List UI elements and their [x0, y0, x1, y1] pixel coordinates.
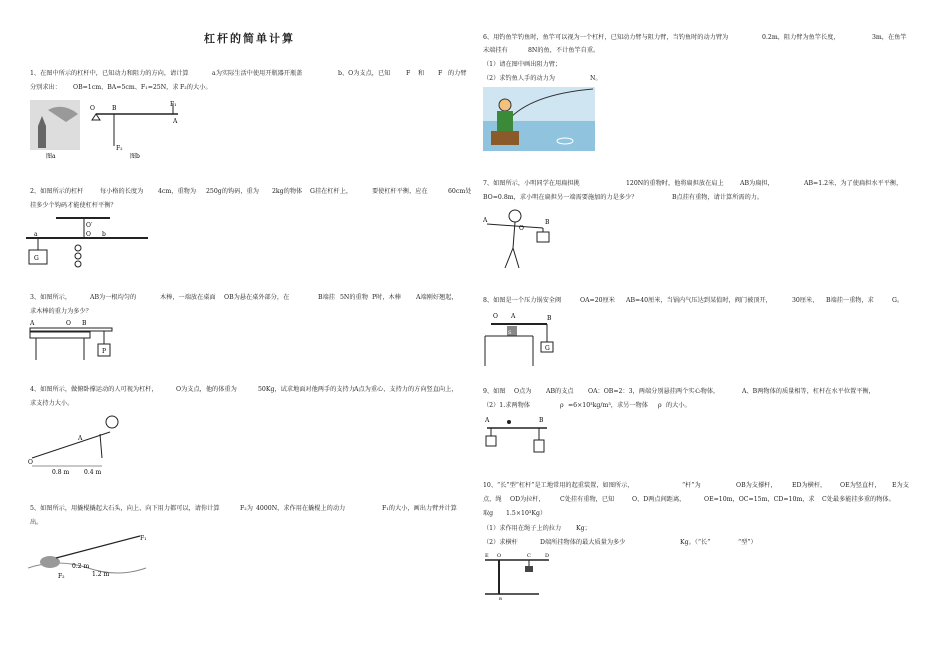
q9-figure — [483, 414, 555, 456]
q5-figure — [28, 528, 152, 580]
q10-line5-part2: D端所挂物体的最大质量为多少 — [540, 539, 626, 546]
q10-line5-part1: （2）求横杆 — [483, 539, 518, 546]
label-a: A — [485, 417, 490, 424]
q2-line1-part5: 2kg的物体 — [272, 188, 303, 195]
q3-line2: 求木棒的重力为多少？ — [30, 308, 92, 315]
q10-line3-part2: 1.5×10³Kg） — [506, 510, 547, 517]
label-b: B — [499, 596, 502, 600]
q4-line1-part1: 4、如图所示，做俯卧撑运动的人可视为杠杆， — [30, 386, 158, 393]
label-a: A — [511, 313, 516, 320]
q8-line1-part1: 8、如图是一个压力锅安全阀 — [483, 297, 562, 304]
label-b: B — [82, 320, 87, 327]
q7-line1-part4: AB=1.2米，为了使扁担水平平衡， — [804, 180, 903, 187]
q1-line2-part2: OB=1cm、BA=5cm、F₁=25N，求 — [73, 84, 179, 91]
q2-line1-part4: 250g的钩码，重为 — [206, 188, 259, 195]
load-box — [537, 232, 549, 242]
q1-line1-part7: 的力臂 — [448, 70, 467, 77]
q10-line2-part5: OE=10m，OC=15m，CD=10m，求 — [704, 496, 815, 503]
label-a: A — [483, 217, 488, 224]
q4-line1-part3: 50Kg，试求地面对他两手的支持力 — [258, 386, 355, 393]
q2-line1-part2: 每小格的长度为 — [100, 188, 144, 195]
q7-line1-part3: AB为扁担， — [740, 180, 774, 187]
label-o: O — [90, 105, 95, 112]
fisherman-body — [497, 111, 513, 131]
q3-figure — [28, 316, 118, 362]
fisherman-head — [499, 99, 511, 111]
q6-figure — [483, 87, 595, 151]
dimension-1: 0.8 m — [52, 469, 70, 476]
q7-line1-part2: 120N的重物时，他将扁担放在肩上 — [626, 180, 724, 187]
label-b: b — [102, 231, 106, 238]
q10-line1-part3: OB为支撑杆， — [736, 482, 777, 489]
q6-line1-part1: 6、用钓鱼竿钓鱼时，鱼竿可以视为一个杠杆，已知动力臂与阻力臂，当钓鱼时的动力臂为 — [483, 34, 729, 41]
label-o1: O′ — [86, 222, 93, 229]
label-g: G — [34, 255, 39, 262]
label-e: E — [485, 553, 489, 559]
q10-line5-part4: “型”） — [738, 539, 757, 546]
q8-line1-part4: 30厘米， — [792, 297, 819, 304]
q2-line1-part6: G挂在杠杆上， — [310, 188, 353, 195]
q3-line1-part6: 5N的重物 — [340, 294, 368, 301]
q3-line1-part8: A端刚好翘起， — [416, 294, 458, 301]
label-f1: F₁ — [140, 535, 147, 542]
q9-line1-part5: A、B两物体的质量相等，杠杆在水平位置平衡， — [742, 388, 875, 395]
label-f2: F₂ — [116, 145, 123, 152]
q3-line1-part2: AB为一根均匀的 — [90, 294, 137, 301]
q9-line1-part3: AB的支点 — [546, 388, 574, 395]
q10-figure — [483, 550, 555, 600]
label-a: A — [78, 435, 83, 442]
q10-line2-part3: C处挂有重物，已知 — [560, 496, 615, 503]
q3-line1-part4: OB为悬在桌外部分，在 — [224, 294, 290, 301]
label-o: O — [493, 313, 498, 320]
q10-line1-part5: OE为竖直杆， — [840, 482, 881, 489]
label-f1: F₁ — [170, 101, 177, 108]
label-o: O — [86, 231, 91, 238]
q10-line1-part1: 10、“长”型“杠杆”是工地常用的起重装置，如图所示， — [483, 482, 634, 489]
q5-line2: 出。 — [30, 519, 43, 526]
q4-line1-part4: A点为重心，支持力的方向竖直向上， — [354, 386, 458, 393]
q2-line1-part3: 4cm，重物为 — [158, 188, 197, 195]
person-head — [509, 210, 521, 222]
q5-line1-part2: F₂为 — [240, 505, 253, 512]
q6-line1-part3: 3m，在鱼竿 — [872, 34, 907, 41]
q10-line1-part6: E为支 — [892, 482, 909, 489]
page-title: 杠杆的简单计算 — [204, 32, 295, 45]
q1-line1-part1: 1、在图中所示的杠杆中，已知动力和阻力的方向，请计算 — [30, 70, 189, 77]
q6-line3: （1）请在图中画出阻力臂； — [483, 61, 562, 68]
body-line — [32, 432, 110, 458]
q9-line2-part5: 的大小。 — [666, 402, 691, 409]
label-c: C — [527, 553, 531, 559]
q9-line1-part1: 9、如图 — [483, 388, 506, 395]
q10-line5-part3: Kg。（“长” — [680, 539, 711, 546]
q5-line1-part4: F₁的大小，画出力臂并计算 — [382, 505, 457, 512]
person-leg-1 — [505, 248, 513, 268]
label-o: O — [519, 225, 524, 232]
q1-line1-part4: F — [406, 70, 411, 77]
label-b: B — [545, 219, 550, 226]
q1-line2-part3: F₂的大小。 — [180, 84, 212, 91]
q2-line1-part1: 2、如图所示的杠杆 — [30, 188, 84, 195]
load-block — [525, 566, 533, 572]
crowbar-line — [56, 536, 140, 558]
q10-line1-part2: “杆”为 — [682, 482, 701, 489]
q9-line2-part4: ρ — [658, 402, 662, 409]
q9-line2-part3: =6×10³kg/m³，求另一物体 — [568, 402, 648, 409]
label-g: G — [545, 345, 550, 352]
label-b: B — [539, 417, 544, 424]
hook-weight-3 — [75, 261, 81, 267]
q4-line1-part2: O为支点，他的体重为 — [176, 386, 237, 393]
label-b: B — [547, 315, 552, 322]
q3-line1-part3: 木棒，一端放在桌面 — [160, 294, 216, 301]
label-o: O — [497, 553, 502, 559]
caption-a: 图a — [46, 153, 56, 160]
q3-line1-part1: 3、如图所示， — [30, 294, 72, 301]
q8-line1-part6: G。 — [892, 297, 904, 304]
label-a: A — [30, 320, 35, 327]
q1-line1-part6: F — [438, 70, 443, 77]
q1-figure — [28, 98, 188, 162]
label-o: O — [66, 320, 71, 327]
q5-line1-part3: 4000N，求作用在撬棍上的动力 — [256, 505, 346, 512]
q6-line4-part1: （2）求钓鱼人手的动力为 — [483, 75, 555, 82]
q8-line1-part3: AB=40厘米，当锅内气压达到某值时，阀门被顶开， — [626, 297, 772, 304]
q4-line2: 求支持力大小。 — [30, 400, 74, 407]
label-b: B — [112, 105, 117, 112]
label-o: O — [28, 459, 33, 466]
q2-figure — [26, 214, 150, 268]
q10-line3-part1: 取g — [483, 510, 494, 517]
q10-line4-part1: （1）求作用在绳子上的拉力 — [483, 525, 562, 532]
q2-line1-part7: 要使杠杆平衡，应在 — [372, 188, 428, 195]
label-f2: F₂ — [58, 573, 65, 580]
q4-figure — [26, 408, 126, 476]
q6-line4-part2: N。 — [590, 75, 602, 82]
q8-figure — [483, 308, 563, 368]
dimension-1: 0.2 m — [72, 563, 90, 570]
q7-figure — [483, 206, 555, 272]
q10-line1-part4: ED为横杆， — [792, 482, 827, 489]
q1-line1-part3: b、O为支点，已知 — [338, 70, 391, 77]
q6-line1-part2: 0.2m，阻力臂为鱼竿长度， — [762, 34, 840, 41]
q10-line2-part4: O、D两点间距离， — [632, 496, 686, 503]
pot-outline — [485, 336, 533, 366]
label-p: P — [102, 348, 107, 355]
table-top — [30, 332, 90, 338]
pivot-triangle — [92, 114, 100, 120]
wood-stick — [30, 328, 112, 331]
object-b — [534, 440, 544, 452]
q10-line2-part1: 点，绳 — [483, 496, 502, 503]
q6-line2-part1: 末端挂有 — [483, 47, 508, 54]
q10-line2-part2: OD为拉杆， — [510, 496, 545, 503]
hook-weight-1 — [75, 245, 81, 251]
q10-line2-part6: C处最多能挂多重的物体。 — [822, 496, 895, 503]
pivot-point — [507, 420, 511, 424]
q9-line1-part4: OA：OB=2：3，两端分别悬挂两个实心物体， — [588, 388, 720, 395]
dimension-2: 0.4 m — [84, 469, 102, 476]
q6-line2-part2: 8N的鱼，不计鱼竿自重。 — [528, 47, 600, 54]
q7-line2-part1: BO=0.8m，求小明在扁担另一端需要施加的力是多少？ — [483, 194, 638, 201]
label-d: D — [545, 553, 550, 559]
fisherman-legs — [491, 131, 519, 145]
q1-line2-part1: 分别求出： — [30, 84, 61, 91]
label-s: S — [508, 330, 512, 336]
q2-line2: 挂多少个钩码才能使杠杆平衡？ — [30, 202, 117, 209]
hook-weight-2 — [75, 253, 81, 259]
dimension-2: 1.2 m — [92, 571, 110, 578]
q1-line1-part5: 和 — [418, 70, 425, 77]
q3-line1-part5: B端挂 — [318, 294, 335, 301]
q2-line1-part8: 60cm处 — [448, 188, 472, 195]
q1-line1-part2: a为实际生活中使用开瓶器开瓶盖 — [212, 70, 303, 77]
object-a — [486, 436, 496, 446]
q3-line1-part7: P时，木棒 — [372, 294, 401, 301]
q7-line1-part1: 7、如图所示，小明同学在用扁担挑 — [483, 180, 580, 187]
caption-b: 图b — [130, 153, 140, 160]
q9-line2-part1: （2）1.求两物体 — [483, 402, 530, 409]
q8-line1-part5: B端挂一重物，求 — [826, 297, 874, 304]
label-a: a — [34, 231, 38, 238]
q8-line1-part2: OA=20厘米 — [580, 297, 615, 304]
person-leg-2 — [513, 248, 519, 268]
label-a: A — [173, 118, 178, 125]
arm-line — [100, 434, 102, 458]
q5-line1-part1: 5、如图所示，用撬棍撬起大石头，向上、向下用力都可以，请你计算 — [30, 505, 220, 512]
q10-line4-part2: Kg； — [576, 525, 591, 532]
q7-line2-part2: B点挂有重物，请计算所需的力。 — [672, 194, 764, 201]
head-circle — [106, 416, 118, 428]
q9-line1-part2: O点为 — [514, 388, 532, 395]
q9-line2-part2: ρ — [560, 402, 564, 409]
